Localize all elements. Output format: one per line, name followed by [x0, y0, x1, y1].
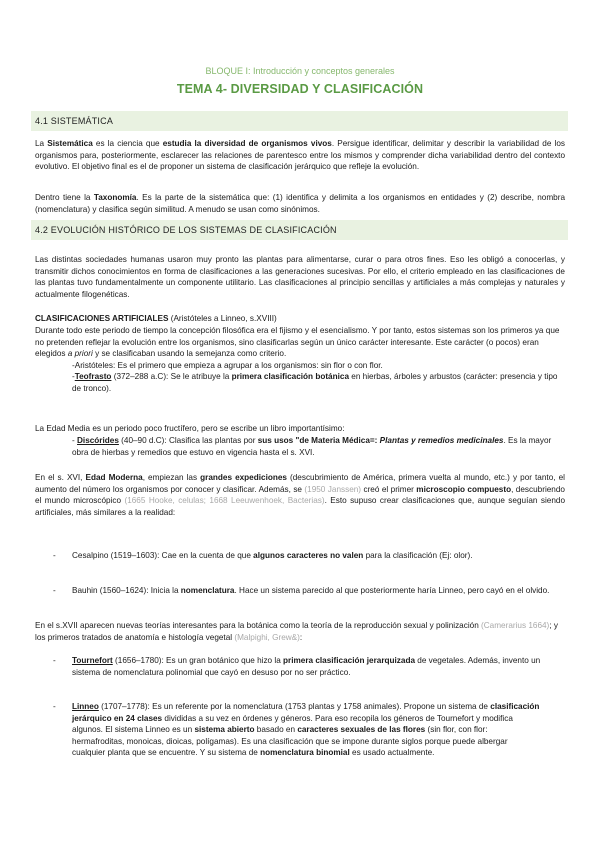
- item-aristoteles: -Aristóteles: Es el primero que empieza a agrupar a los organismos: sin flor o con flor.: [72, 361, 383, 370]
- paragraph-edad-moderna: En el s. XVI, Edad Moderna, empiezan las grandes expediciones (descubrimiento de América, primera vuelta al mundo, etc.) y por tanto, el aumento del número los organismos por conocer y clasificar. Además, se (1950 Janssen) creó el primer microscopio compuesto, descubriendo el mundo microscópico (1665 Hooke, celulas; 1668 Leeuwenhoek, Bacterias). Esto supuso crear clasificaciones que, aunque seguían siendo artificiales, más similares a la realidad:: [35, 473, 565, 517]
- paragraph-artificial: Durante todo este periodo de tiempo la concepción filosófica era el fijismo y el esencialismo. Y por tanto, estos sistemas son los primeros ya que no pretenden reflejar la evolución entre los organismos, sino clasificarlas según un único carácter interesante. Este carácter (o pocos) eran elegidos a priori y se clasificaban usando la semejanza como criterio.: [35, 326, 560, 358]
- item-teofrasto: -Teofrasto (372–288 a.C): Se le atribuye la primera clasificación botánica en hierbas, árboles y arbustos (carácter: presencia y tipo de tronco).: [72, 372, 558, 393]
- paragraph-intro: Las distintas sociedades humanas usaron muy pronto las plantas para alimentarse, curar o para otros fines. Eso les obligó a conocerlas, y transmitir dichos conocimientos en forma de clasificaciones a las generaciones sucesivas. Por ello, el criterio empleado en las clasificaciones de las plantas tuvo fundamentalmente un componente utilitario. Las clasificaciones al principio sencillas y artificiales a más complejas y naturales y actualmente filogenéticas.: [35, 255, 565, 299]
- item-discorides: - Discórides (40–90 d.C): Clasifica las plantas por sus usos "de Materia Médica=: Plantas y remedios medicinales. Es la mayor obra de hierbas y remedios que estuvo en vigencia hasta el s. XVI.: [72, 436, 552, 457]
- bullet-bauhin: -: [53, 586, 56, 595]
- bullet-linneo: -: [53, 702, 56, 711]
- section-heading-4-2: 4.2 EVOLUCIÓN HISTÓRICO DE LOS SISTEMAS DE CLASIFICACIÓN: [31, 220, 568, 240]
- bullet-cesalpino: -: [53, 551, 56, 560]
- block-subtitle: BLOQUE I: Introducción y conceptos generales: [205, 66, 395, 76]
- paragraph-edad-media: La Edad Media es un periodo poco fructífero, pero se escribe un libro importantísimo:: [35, 424, 345, 433]
- bullet-tournefort: -: [53, 656, 56, 665]
- paragraph-s17: En el s.XVII aparecen nuevas teorías interesantes para la botánica como la teoría de la reproducción sexual y polinización (Camerarius 1664); y los primeros tratados de anatomía e histología vegetal (Malpighi, Grew&):: [35, 621, 558, 642]
- artificial-heading: CLASIFICACIONES ARTIFICIALES (Aristóteles a Linneo, s.XVIII): [35, 314, 277, 323]
- paragraph-taxonomia: Dentro tiene la Taxonomía. Es la parte de la sistemática que: (1) identifica y delimita a los organismos en entidades y (2) describe, nombra (nomenclatura) y clasifica según similitud. A menudo se usan como sinónimos.: [35, 193, 566, 214]
- item-cesalpino: Cesalpino (1519–1603): Cae en la cuenta de que algunos caracteres no valen para la clasificación (Ej: olor).: [72, 551, 473, 560]
- page-title: TEMA 4- DIVERSIDAD Y CLASIFICACIÓN: [176, 82, 424, 96]
- item-bauhin: Bauhin (1560–1624): Inicia la nomenclatura. Hace un sistema parecido al que posteriormente haría Linneo, pero cayó en el olvido.: [72, 586, 550, 595]
- item-linneo: Linneo (1707–1778): Es un referente por la nomenclatura (1753 plantas y 1758 animales). Propone un sistema de clasificación jerárquico en 24 clases divididas a su vez en órdenes y géneros. Para eso recopila los géneros de Tournefort y modifica algunos. El sistema Linneo es un sistema abierto basado en caracteres sexuales de las flores (sin flor, con flor: hermafroditas, monoicas, dioicas, polígamas). Es una clasificación que se impone durante siglos porque puede albergar cualquier planta que se encuentre. Y su sistema de nomenclatura binomial es usado actualmente.: [72, 702, 540, 757]
- paragraph-sistematica: La Sistemática es la ciencia que estudia la diversidad de organismos vivos. Persigue identificar, delimitar y describir la variabilidad de los organismos para, posteriormente, esclarecer las relaciones de parentesco entre los mismos y comprender dicha variabilidad dentro del contexto evolutivo. El objetivo final es el de proponer un sistema de clasificación jerárquico que refleje la evolución.: [35, 139, 565, 171]
- section-heading-4-1: 4.1 SISTEMÁTICA: [31, 111, 568, 131]
- item-tournefort: Tournefort (1656–1780): Es un gran botánico que hizo la primera clasificación jerarquizada de vegetales. Además, invento un sistema de nomenclatura polinomial que cayó en desuso por no ser práctico.: [72, 656, 541, 677]
